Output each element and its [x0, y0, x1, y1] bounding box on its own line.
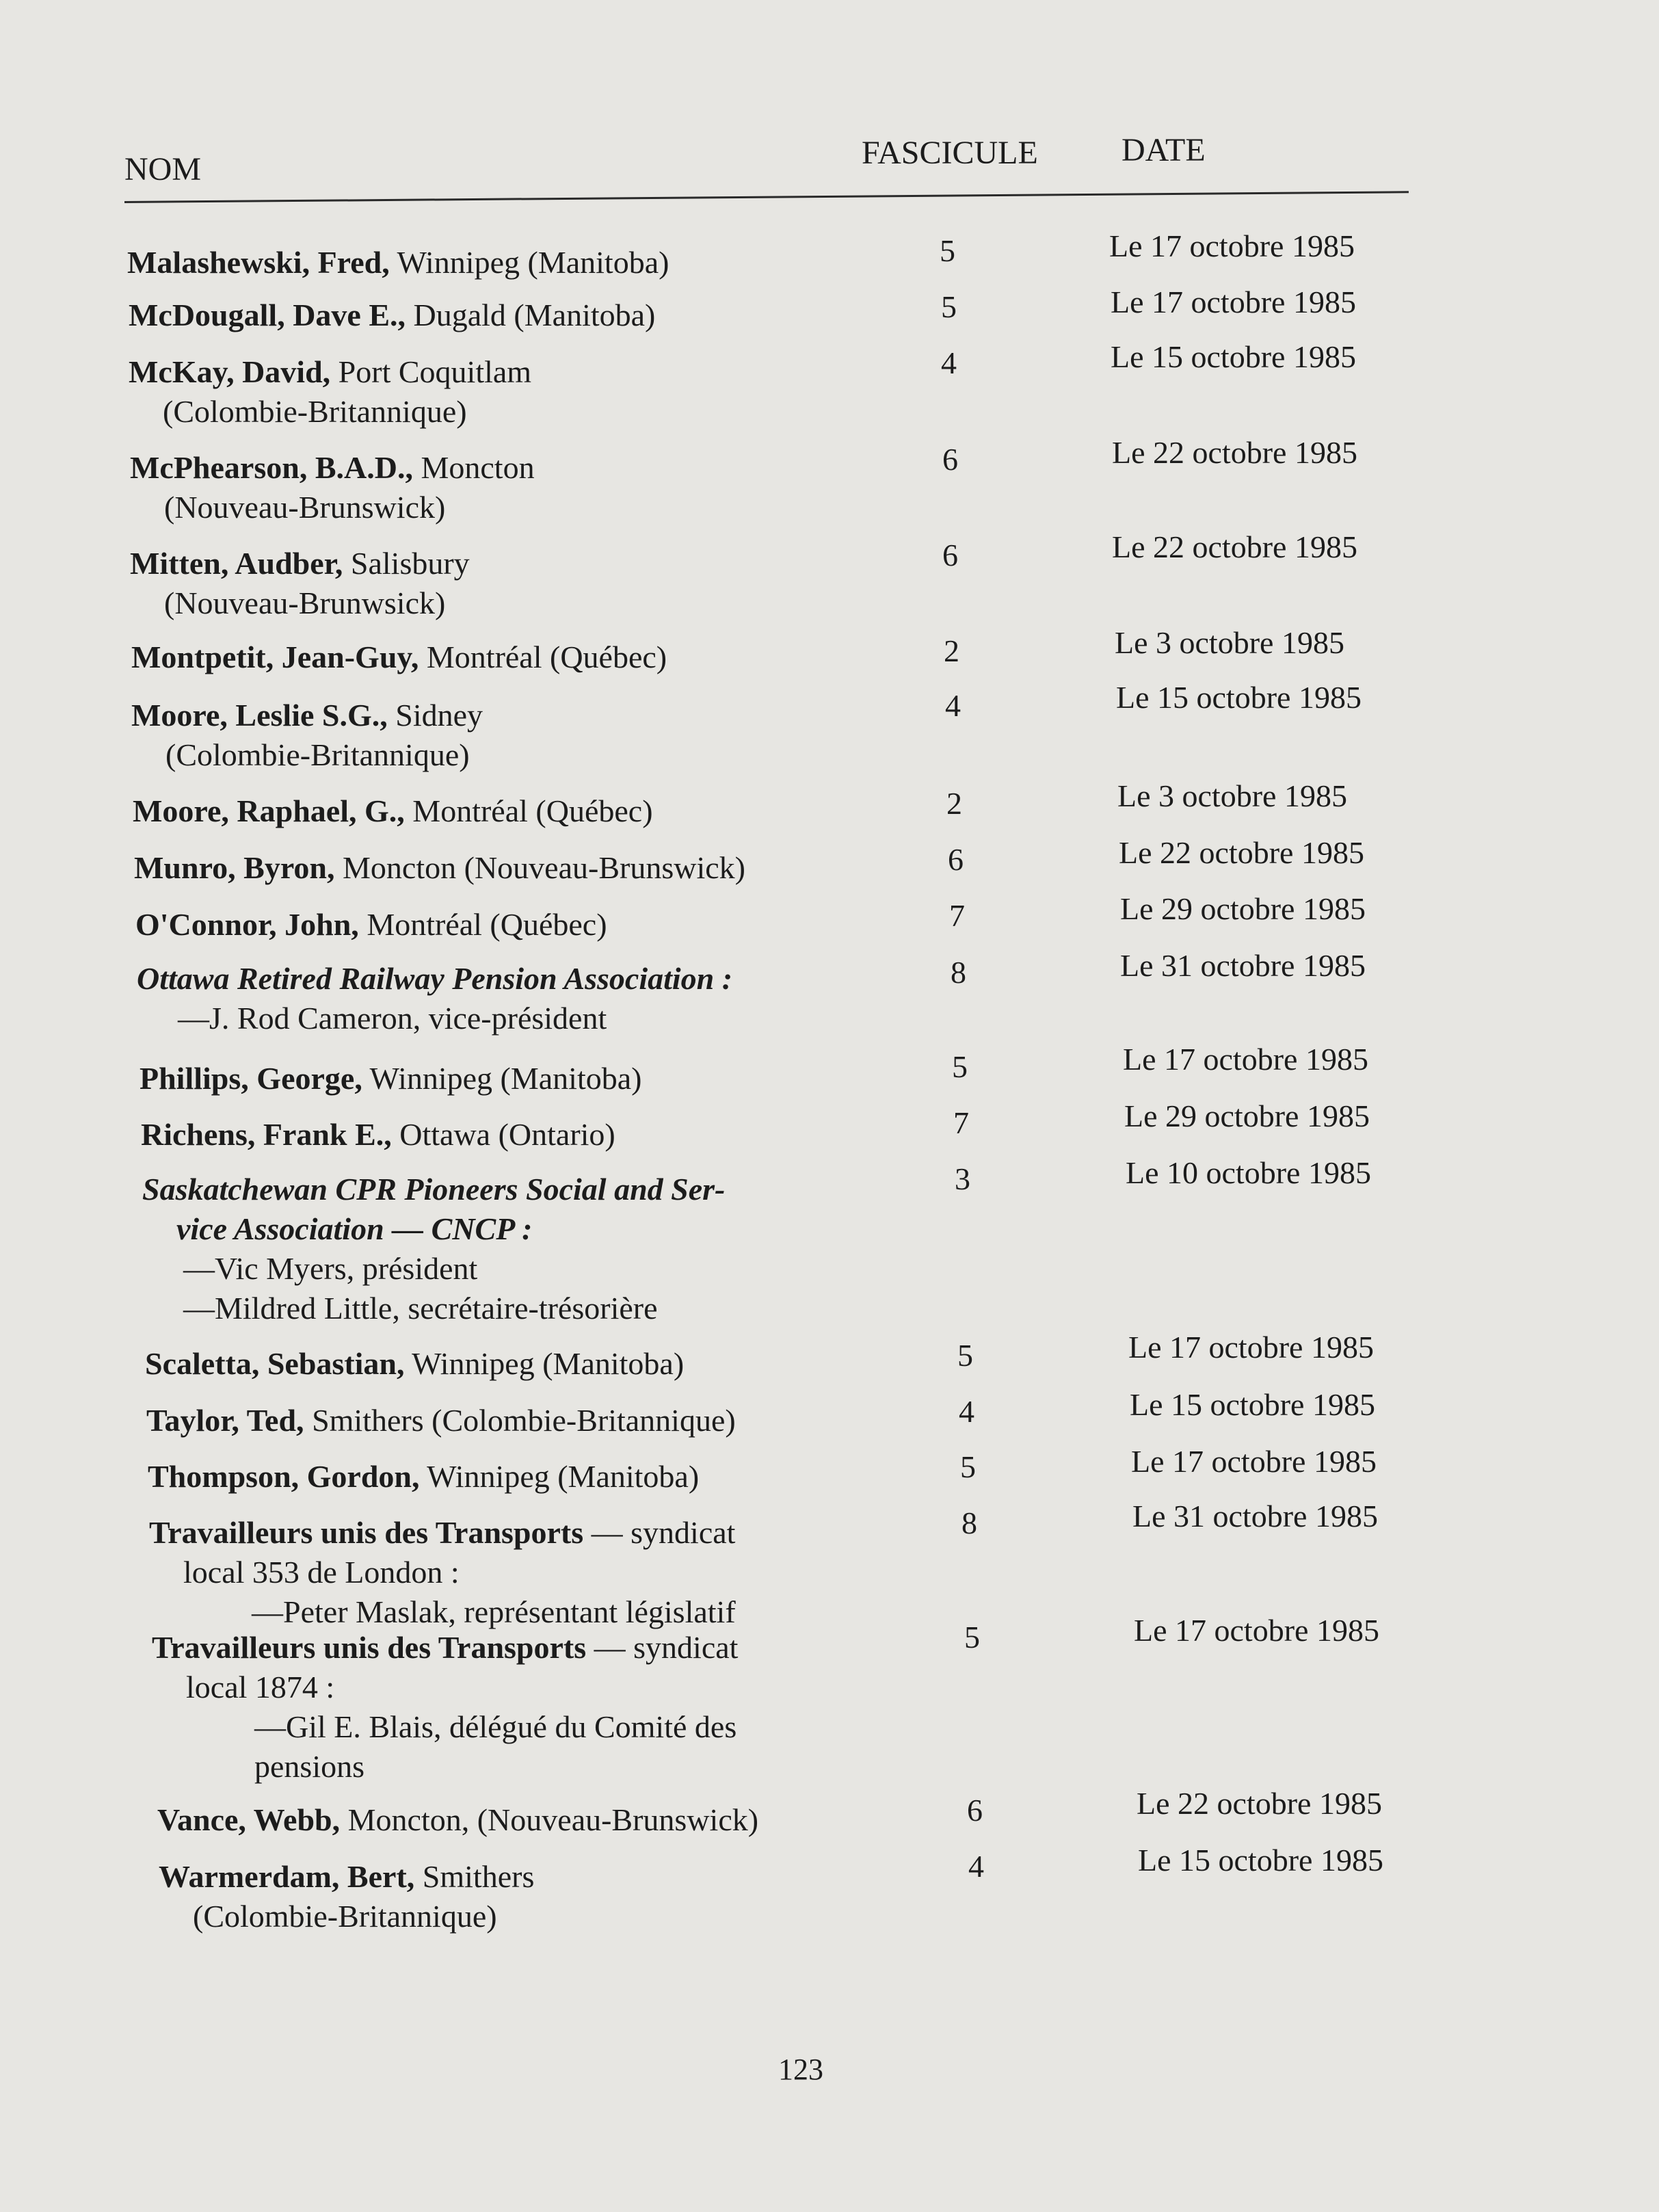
entry-date: Le 22 octobre 1985 — [1112, 529, 1357, 564]
entry-fascicule: 5 — [941, 289, 957, 324]
entry-date: Le 29 octobre 1985 — [1120, 891, 1366, 926]
entry-fascicule: 7 — [949, 898, 965, 933]
entry-fascicule: 7 — [953, 1105, 969, 1140]
column-header-date: DATE — [1122, 132, 1206, 168]
entry-name: Taylor, Ted, Smithers (Colombie-Britannique) — [146, 1403, 736, 1438]
entry-organization: Travailleurs unis des Transports — syndicat local 1874 : —Gil E. Blais, délégué du Comité des pensions — [152, 1630, 739, 1784]
entry-name: McDougall, Dave E., Dugald (Manitoba) — [129, 298, 656, 332]
entry-date: Le 17 octobre 1985 — [1134, 1613, 1379, 1648]
column-header-fascicule: FASCICULE — [862, 135, 1038, 171]
entry-fascicule: 5 — [957, 1338, 973, 1373]
entry-fascicule: 5 — [940, 233, 955, 268]
entry-date: Le 29 octobre 1985 — [1124, 1098, 1370, 1133]
entry-name: Moore, Raphael, G., Montréal (Québec) — [133, 793, 653, 828]
entry-fascicule: 4 — [945, 688, 961, 723]
entry-fascicule: 3 — [955, 1161, 970, 1196]
entry-name: Mitten, Audber, Salisbury (Nouveau-Brunwsick) — [130, 546, 470, 620]
entry-date: Le 22 octobre 1985 — [1112, 435, 1357, 470]
entry-organization: Ottawa Retired Railway Pension Association : —J. Rod Cameron, vice-président — [137, 961, 733, 1036]
entry-fascicule: 4 — [959, 1394, 974, 1429]
entry-date: Le 17 octobre 1985 — [1109, 228, 1355, 263]
entry-date: Le 17 octobre 1985 — [1131, 1444, 1377, 1479]
entry-fascicule: 8 — [951, 955, 966, 990]
entry-date: Le 22 octobre 1985 — [1119, 835, 1364, 870]
column-header-nom: NOM — [124, 151, 202, 187]
entry-date: Le 17 octobre 1985 — [1111, 285, 1356, 319]
entry-name: O'Connor, John, Montréal (Québec) — [135, 907, 607, 942]
entry-fascicule: 5 — [964, 1620, 980, 1655]
entry-fascicule: 6 — [942, 442, 958, 477]
entry-name: Munro, Byron, Moncton (Nouveau-Brunswick) — [134, 850, 745, 885]
entry-fascicule: 6 — [967, 1793, 983, 1828]
entry-date: Le 15 octobre 1985 — [1111, 339, 1356, 374]
entry-date: Le 15 octobre 1985 — [1116, 680, 1362, 715]
entry-fascicule: 2 — [946, 786, 962, 821]
entry-date: Le 31 octobre 1985 — [1120, 948, 1366, 983]
entry-fascicule: 4 — [968, 1849, 984, 1884]
entry-fascicule: 5 — [960, 1449, 976, 1484]
entry-name: Scaletta, Sebastian, Winnipeg (Manitoba) — [145, 1346, 685, 1381]
entry-date: Le 3 octobre 1985 — [1115, 625, 1344, 660]
entry-name: Malashewski, Fred, Winnipeg (Manitoba) — [127, 245, 669, 280]
entry-date: Le 15 octobre 1985 — [1130, 1387, 1375, 1422]
entry-fascicule: 6 — [948, 842, 964, 877]
entry-organization: Saskatchewan CPR Pioneers Social and Ser- vice Association — CNCP : —Vic Myers, président —Mildred Little, secrétaire-trésorière — [142, 1172, 726, 1326]
entry-organization: Travailleurs unis des Transports — syndicat local 353 de London : —Peter Maslak, représentant législatif — [149, 1515, 736, 1629]
entry-date: Le 31 octobre 1985 — [1132, 1499, 1378, 1533]
entry-name: Warmerdam, Bert, Smithers (Colombie-Britannique) — [159, 1859, 535, 1934]
entry-date: Le 3 octobre 1985 — [1117, 778, 1347, 813]
entry-date: Le 17 octobre 1985 — [1123, 1042, 1368, 1077]
entry-fascicule: 8 — [961, 1505, 977, 1540]
entry-fascicule: 6 — [942, 538, 958, 572]
entry-date: Le 10 octobre 1985 — [1126, 1155, 1371, 1190]
entry-name: Thompson, Gordon, Winnipeg (Manitoba) — [148, 1459, 700, 1494]
entry-name: Phillips, George, Winnipeg (Manitoba) — [140, 1061, 642, 1096]
entry-fascicule: 5 — [952, 1049, 968, 1084]
entry-fascicule: 2 — [944, 633, 959, 668]
entry-name: Vance, Webb, Moncton, (Nouveau-Brunswick) — [157, 1802, 759, 1837]
entry-name: McPhearson, B.A.D., Moncton (Nouveau-Brunswick) — [130, 450, 535, 525]
entry-name: Montpetit, Jean-Guy, Montréal (Québec) — [131, 640, 667, 674]
entry-fascicule: 4 — [941, 345, 957, 380]
entry-date: Le 15 octobre 1985 — [1138, 1843, 1383, 1878]
entry-name: Moore, Leslie S.G., Sidney (Colombie-Britannique) — [131, 698, 483, 772]
entry-date: Le 17 octobre 1985 — [1128, 1330, 1374, 1365]
entry-name: Richens, Frank E., Ottawa (Ontario) — [141, 1117, 615, 1152]
header-rule — [124, 191, 1409, 203]
entry-date: Le 22 octobre 1985 — [1137, 1786, 1382, 1821]
entry-name: McKay, David, Port Coquitlam (Colombie-Britannique) — [129, 354, 532, 429]
page-number: 123 — [778, 2053, 823, 2086]
